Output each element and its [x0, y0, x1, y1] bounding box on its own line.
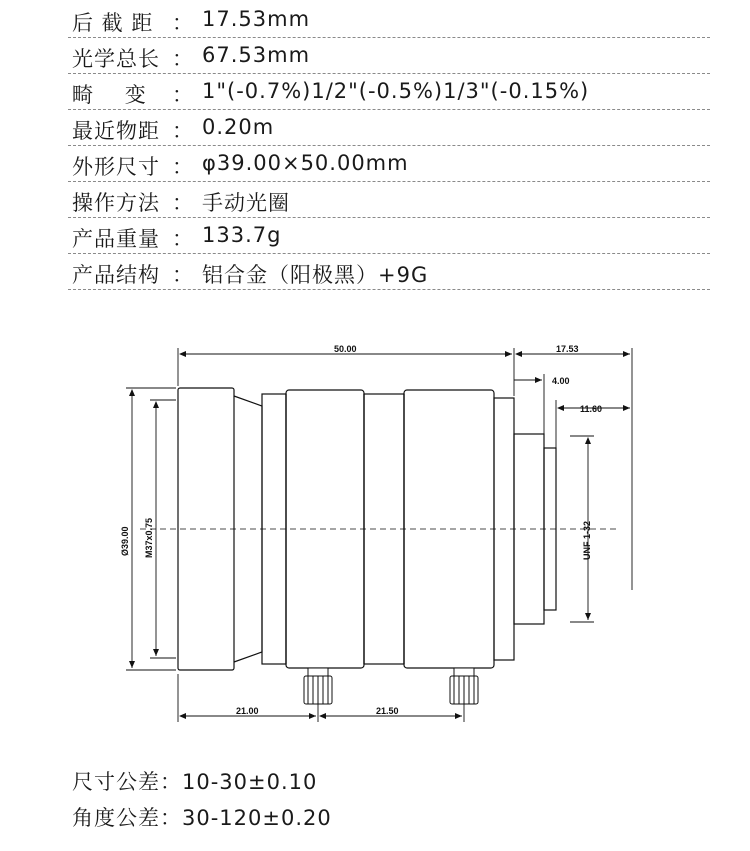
spec-row-distortion — [68, 74, 710, 110]
spec-colon: ： — [172, 119, 193, 143]
dim-filter-thread-label: M37x0.75 — [144, 517, 154, 558]
spec-value: 手动光圈 — [202, 191, 290, 215]
spec-label: 畸 变 — [72, 83, 147, 107]
spec-label: 外形尺寸 — [72, 155, 160, 179]
spec-row-weight — [68, 218, 710, 254]
spec-value: 0.20m — [202, 115, 275, 139]
spec-label: 产品结构 — [72, 263, 160, 287]
locking-screw-2 — [450, 668, 478, 704]
spec-colon: ： — [172, 83, 193, 107]
spec-label: 光学总长 — [72, 47, 160, 71]
spec-value: 17.53mm — [202, 7, 311, 31]
spec-row-structure — [68, 254, 710, 290]
spec-colon: ： — [172, 263, 193, 287]
tolerance-label: 角度公差： — [72, 806, 182, 830]
spec-colon: ： — [172, 155, 193, 179]
spec-label: 后 截 距 — [72, 11, 154, 35]
spec-colon: ： — [172, 47, 193, 71]
spec-colon: ： — [172, 227, 193, 251]
dim-thread-label: UNF 1-32 — [582, 520, 592, 560]
spec-row-operation — [68, 182, 710, 218]
dim-mount-label: 11.60 — [580, 404, 603, 414]
locking-screw-1 — [304, 668, 332, 704]
dim-flange-label: 4.00 — [552, 376, 570, 386]
spec-value: φ39.00×50.00mm — [202, 151, 409, 175]
dimension-tolerance — [72, 766, 317, 796]
tolerance-label: 尺寸公差： — [72, 770, 182, 794]
tolerance-value: 30-120±0.20 — [182, 806, 332, 830]
dim-length-label: 50.00 — [334, 344, 357, 354]
spec-row-dimensions — [68, 146, 710, 182]
dim-screw2-label: 21.50 — [376, 706, 399, 716]
spec-colon: ： — [172, 11, 193, 35]
spec-value: 铝合金（阳极黑）+9G — [202, 263, 429, 287]
spec-colon: ： — [172, 191, 193, 215]
spec-label: 最近物距 — [72, 119, 160, 143]
dim-screw1-label: 21.00 — [236, 706, 259, 716]
spec-value: 133.7g — [202, 223, 282, 247]
spec-value: 67.53mm — [202, 43, 311, 67]
dim-diameter-label: Ø39.00 — [120, 526, 130, 556]
spec-row-back-focus — [68, 2, 710, 38]
dim-back-focus-label: 17.53 — [556, 344, 579, 354]
spec-row-total-length — [68, 38, 710, 74]
spec-value: 1"(-0.7%)1/2"(-0.5%)1/3"(-0.15%) — [202, 79, 590, 103]
spec-row-min-object-distance — [68, 110, 710, 146]
lens-technical-drawing — [100, 330, 660, 730]
spec-label: 产品重量 — [72, 227, 160, 251]
spec-label: 操作方法 — [72, 191, 160, 215]
angle-tolerance — [72, 802, 332, 832]
tolerance-value: 10-30±0.10 — [182, 770, 318, 794]
